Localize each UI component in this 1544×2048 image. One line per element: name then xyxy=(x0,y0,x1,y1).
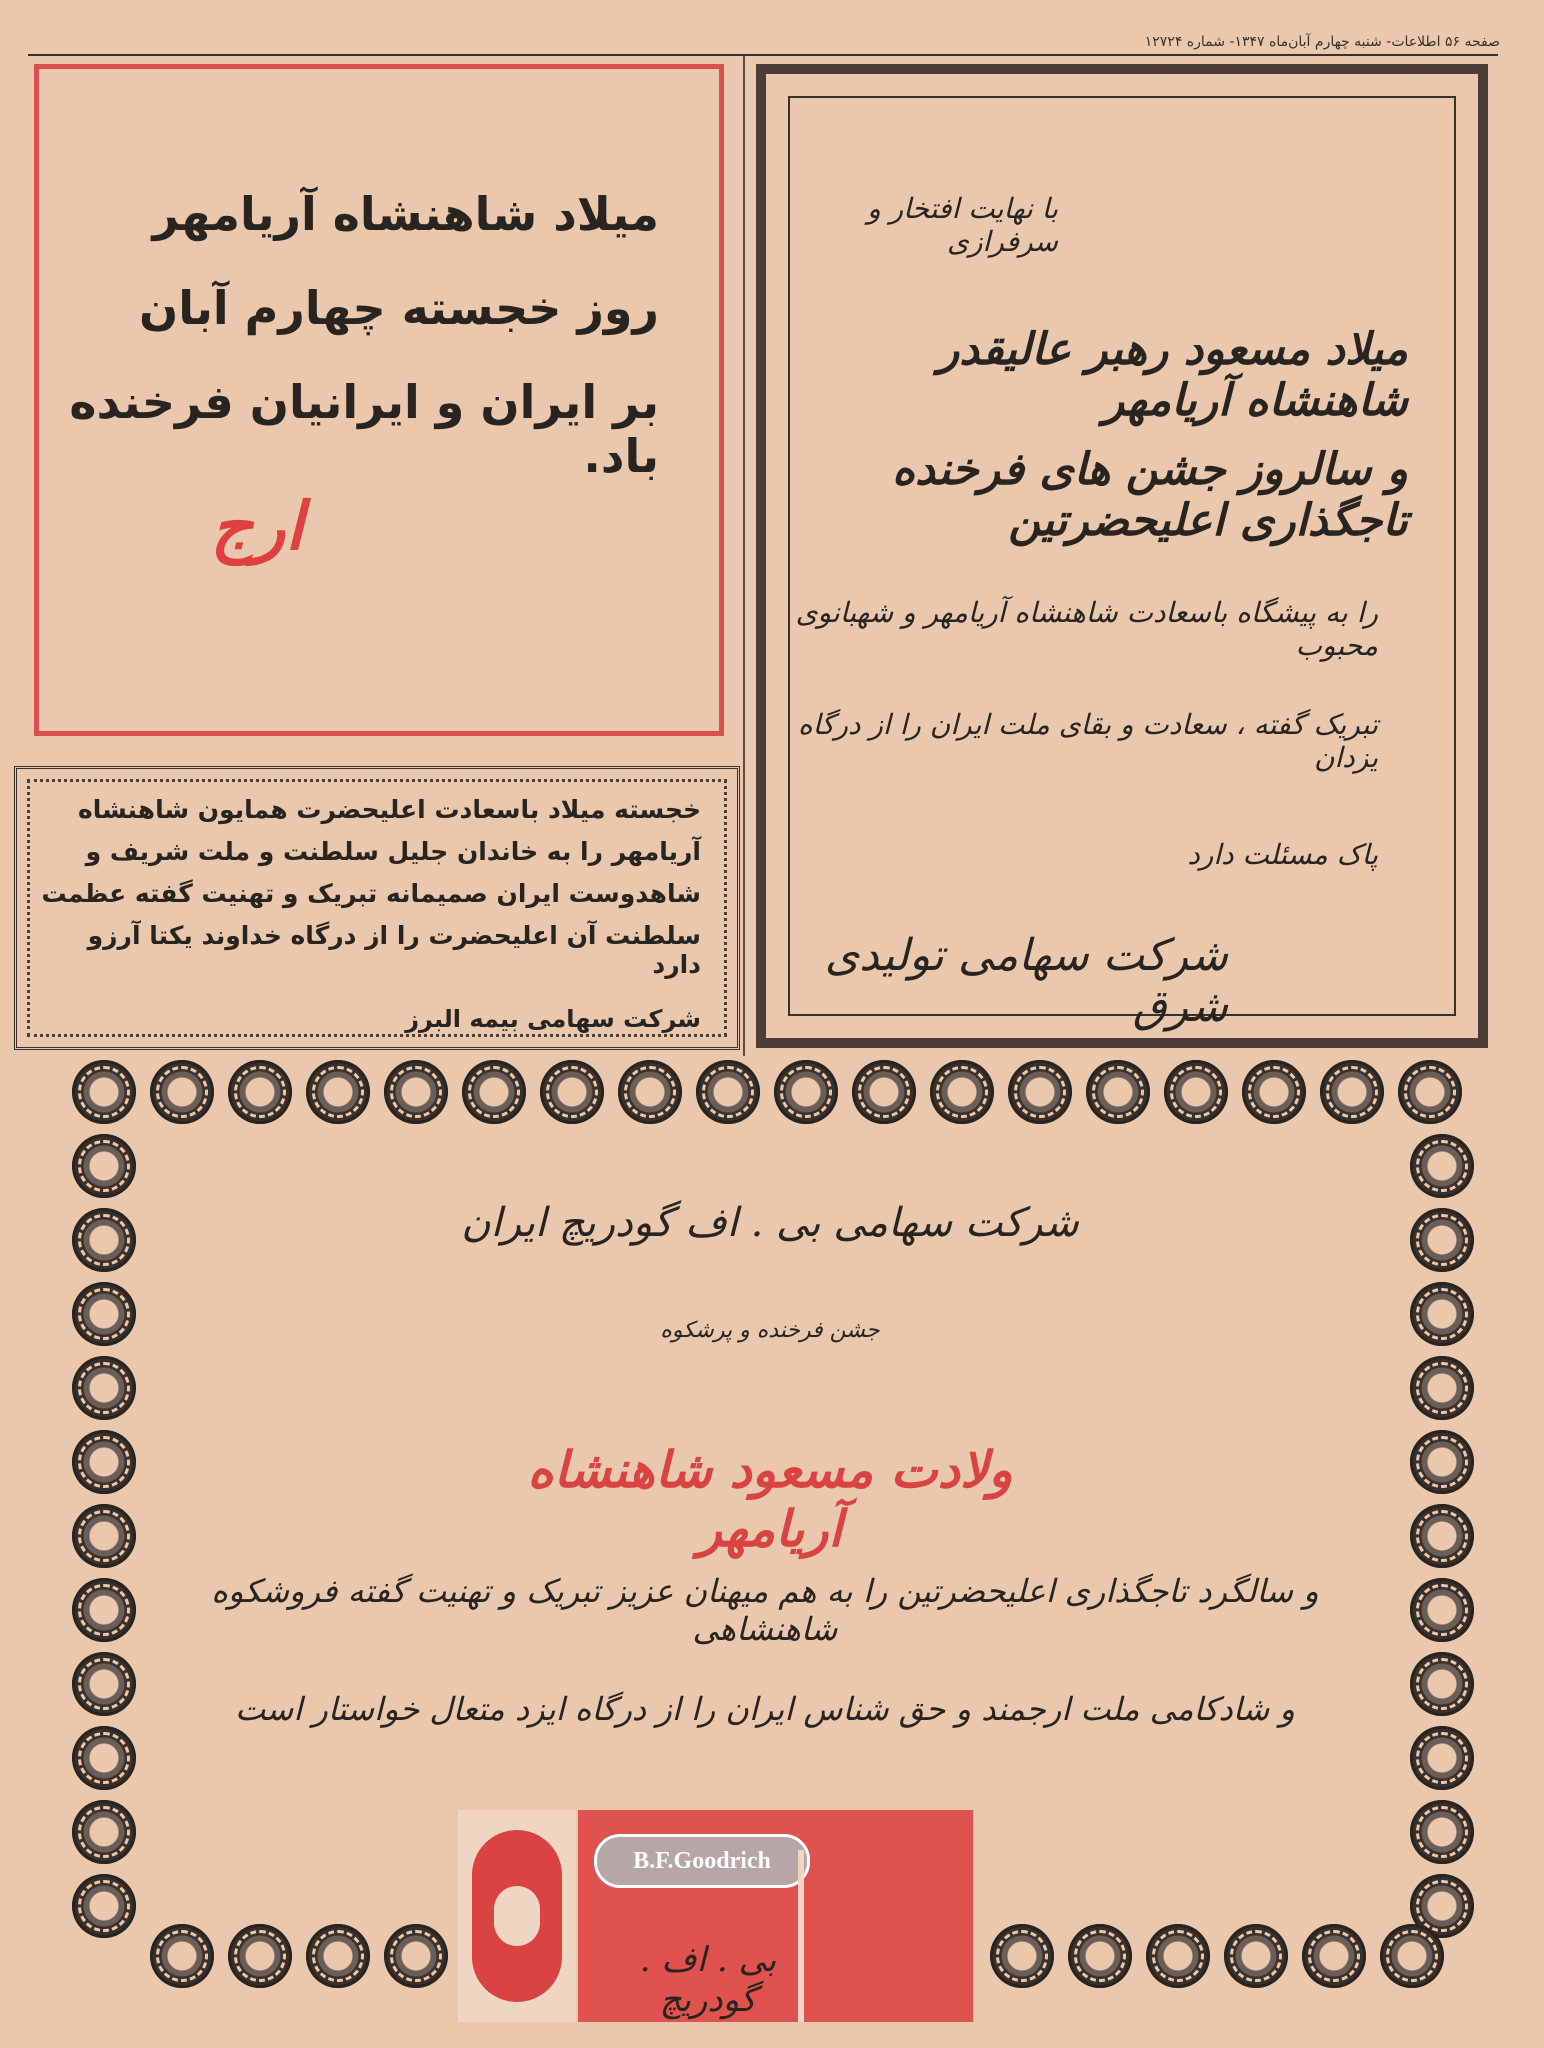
tire-icon xyxy=(1302,1924,1366,1988)
tire-icon xyxy=(384,1924,448,1988)
tire-icon xyxy=(306,1060,370,1124)
tire-icon xyxy=(72,1726,136,1790)
tire-icon xyxy=(774,1060,838,1124)
ad-company: شرکت سهامی بی . اف گودریچ ایران xyxy=(461,1200,1079,1246)
tire-icon xyxy=(1410,1652,1474,1716)
tire-icon xyxy=(930,1060,994,1124)
tire-icon xyxy=(1380,1924,1444,1988)
tire-icon xyxy=(1410,1578,1474,1642)
tire-icon xyxy=(1164,1060,1228,1124)
tire-icon xyxy=(1320,1060,1384,1124)
goodrich-ad xyxy=(0,1060,1544,2048)
tire-icon xyxy=(462,1060,526,1124)
sharq-company-ad xyxy=(756,64,1488,1048)
goodrich-persian-name: بی . اف . گودریچ xyxy=(639,1940,777,2020)
tire-icon xyxy=(1410,1800,1474,1864)
ad-signature: شرکت سهامی تولیدی شرق xyxy=(824,930,1228,1032)
tire-icon xyxy=(1410,1356,1474,1420)
ad-body-1: را به پیشگاه باسعادت شاهنشاه آریامهر و شهبانوی محبوب xyxy=(795,596,1378,662)
ad-line-3: بر ایران و ایرانیان فرخنده باد. xyxy=(69,375,659,483)
tire-icon xyxy=(72,1578,136,1642)
tire-icon xyxy=(384,1060,448,1124)
goodrich-logo xyxy=(458,1810,973,2022)
tire-icon xyxy=(1398,1060,1462,1124)
tire-icon xyxy=(540,1060,604,1124)
tire-icon xyxy=(1410,1282,1474,1346)
tire-icon xyxy=(150,1924,214,1988)
ad-line-2: آریامهر را به خاندان جلیل سلطنت و ملت شریف و xyxy=(85,837,701,866)
goodrich-badge: B.F.Goodrich xyxy=(594,1834,810,1888)
tire-icon xyxy=(1410,1504,1474,1568)
ad-line-4: سلطنت آن اعلیحضرت را از درگاه خداوند یکتا آرزو دارد xyxy=(87,921,701,979)
page-header: صفحه ۵۶ اطلاعات- شنبه چهارم آبان‌ماه ۱۳۴۷- شماره ۱۲۷۲۴ xyxy=(1144,34,1500,50)
tire-icon xyxy=(852,1060,916,1124)
tire-icon xyxy=(1086,1060,1150,1124)
ad-signature: شرکت سهامی بیمه البرز xyxy=(405,1005,701,1033)
logo-tire-panel xyxy=(458,1810,576,2022)
ad-body-3: پاک مسئلت دارد xyxy=(1187,838,1378,871)
ad-headline-2: و سالروز جشن های فرخنده تاجگذاری اعلیحضرتین xyxy=(892,444,1408,546)
ad-intro: با نهایت افتخار و سرفرازی xyxy=(867,192,1058,258)
tire-icon xyxy=(72,1800,136,1864)
tire-icon xyxy=(228,1924,292,1988)
ad-headline-1: میلاد مسعود رهبر عالیقدر شاهنشاه آریامهر xyxy=(938,324,1408,426)
ad-line-2: روز خجسته چهارم آبان xyxy=(139,281,659,335)
logo-red-panel xyxy=(578,1810,973,2022)
tire-icon xyxy=(228,1060,292,1124)
ad-body-2: و شادکامی ملت ارجمند و حق شناس ایران را از درگاه ایزد متعال خواستار است xyxy=(235,1690,1295,1728)
tire-icon xyxy=(72,1430,136,1494)
tire-icon xyxy=(72,1134,136,1198)
header-rule xyxy=(28,54,1498,56)
tire-icon xyxy=(472,1830,562,2002)
tire-icon xyxy=(990,1924,1054,1988)
arj-logo: ارج xyxy=(210,488,304,565)
alborz-insurance-ad xyxy=(14,766,740,1050)
tire-icon xyxy=(72,1652,136,1716)
tire-icon xyxy=(150,1060,214,1124)
tire-icon xyxy=(72,1208,136,1272)
ad-occasion: جشن فرخنده و پرشکوه xyxy=(660,1318,880,1343)
tire-icon xyxy=(1242,1060,1306,1124)
tire-icon xyxy=(306,1924,370,1988)
tire-icon xyxy=(618,1060,682,1124)
tire-icon xyxy=(1410,1726,1474,1790)
tire-icon xyxy=(72,1504,136,1568)
tire-icon xyxy=(1008,1060,1072,1124)
tire-icon xyxy=(1146,1924,1210,1988)
ad-headline: ولادت مسعود شاهنشاه آریامهر xyxy=(527,1440,1013,1558)
tire-icon xyxy=(72,1356,136,1420)
tire-icon xyxy=(1410,1430,1474,1494)
tire-icon xyxy=(696,1060,760,1124)
tire-icon xyxy=(72,1874,136,1938)
ad-line-1: میلاد شاهنشاه آریامهر xyxy=(152,187,659,241)
aryamehr-birthday-ad xyxy=(34,64,724,736)
tire-icon xyxy=(1410,1208,1474,1272)
column-divider xyxy=(743,56,745,1056)
ad-body-1: و سالگرد تاجگذاری اعلیحضرتین را به هم میهنان عزیز تبریک و تهنیت گفته فروشکوه شاهنشاهی xyxy=(211,1572,1319,1648)
tire-icon xyxy=(1410,1134,1474,1198)
ad-body-2: تبریک گفته ، سعادت و بقای ملت ایران را از درگاه یزدان xyxy=(797,708,1378,774)
tire-icon xyxy=(1068,1924,1132,1988)
ad-line-1: خجسته میلاد باسعادت اعلیحضرت همایون شاهنشاه xyxy=(77,795,701,824)
tire-icon xyxy=(72,1060,136,1124)
ad-line-3: شاهدوست ایران صمیمانه تبریک و تهنیت گفته عظمت xyxy=(41,879,701,908)
tire-icon xyxy=(72,1282,136,1346)
tire-icon xyxy=(1224,1924,1288,1988)
